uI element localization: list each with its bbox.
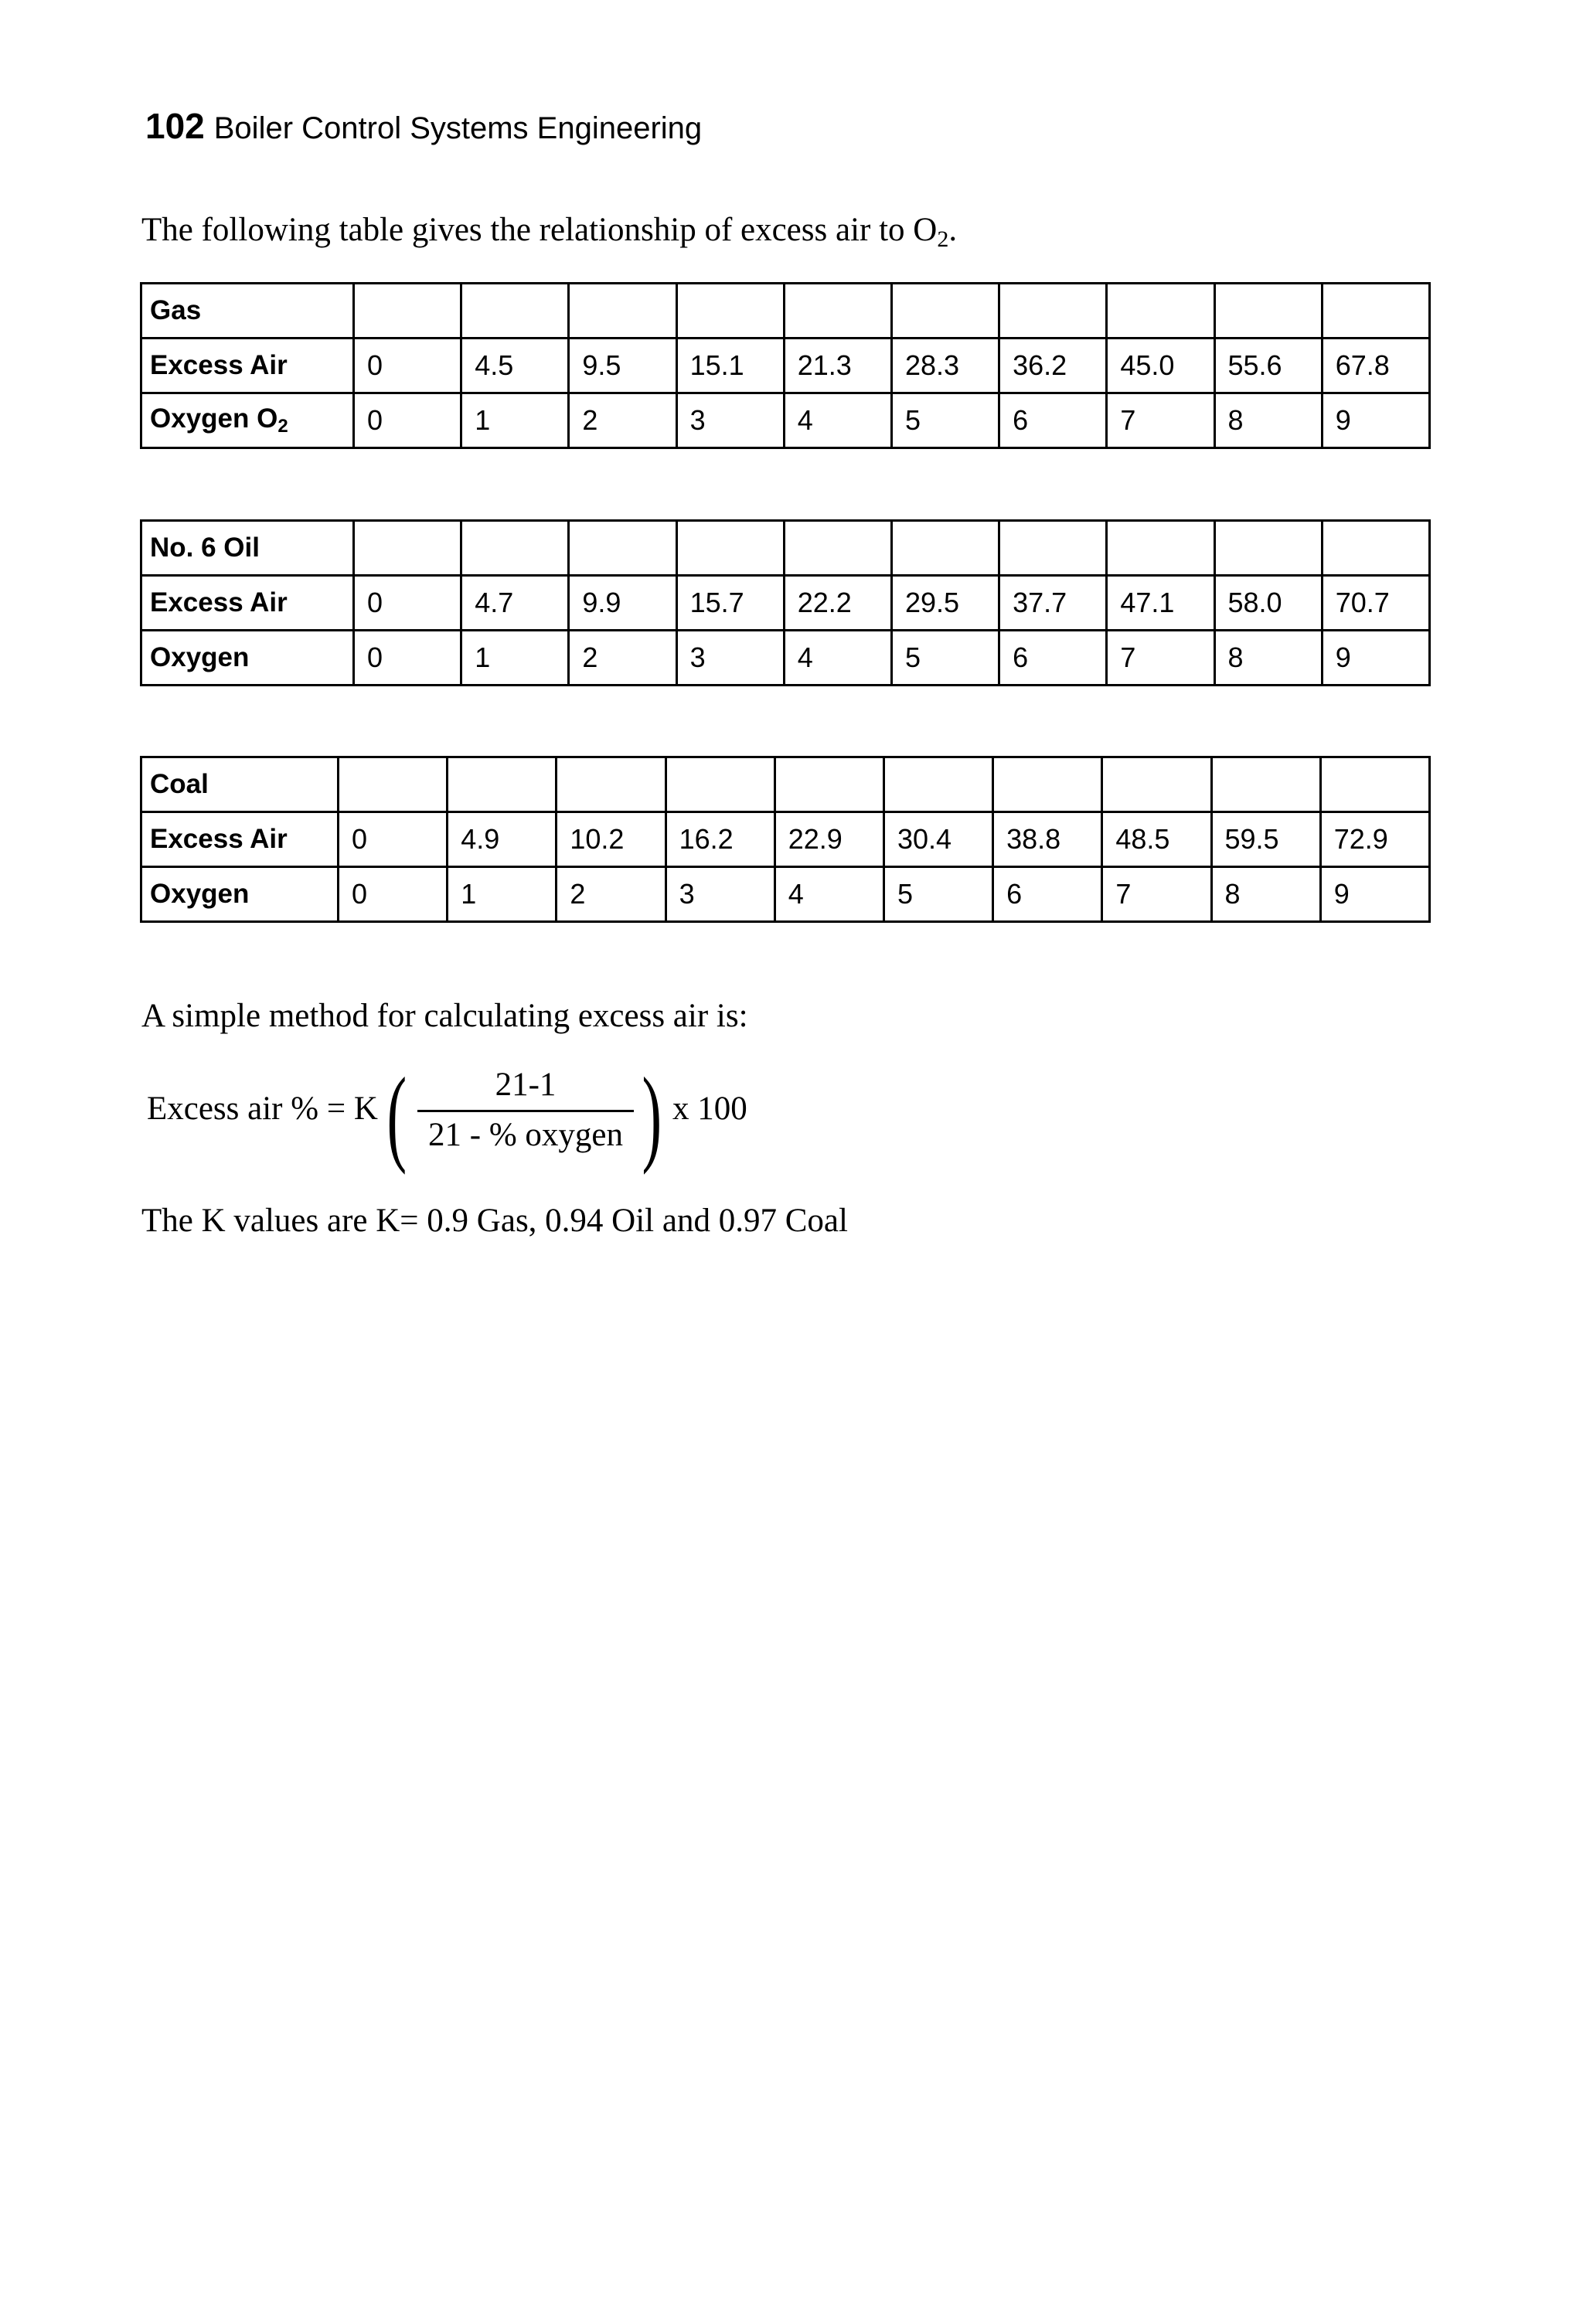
table-cell-empty (993, 757, 1102, 812)
table-cell-empty (1322, 284, 1429, 339)
row-label-oxygen: Oxygen (141, 631, 354, 686)
table-row-excess-air (141, 576, 1430, 631)
table-row-oxygen (141, 867, 1430, 922)
formula-denominator: 21 - % oxygen (428, 1117, 623, 1153)
oxygen-value: 4 (774, 867, 883, 922)
excess-air-value: 9.5 (569, 339, 676, 393)
excess-air-value: 55.6 (1214, 339, 1322, 393)
oxygen-value: 6 (993, 867, 1102, 922)
table-cell-empty (1322, 521, 1429, 576)
excess-air-value: 30.4 (883, 812, 992, 867)
oxygen-value: 3 (676, 393, 784, 448)
table-cell-empty (1214, 521, 1322, 576)
table-cell-empty (676, 284, 784, 339)
table-cell-empty (784, 521, 891, 576)
table-cell-empty (448, 757, 557, 812)
oxygen-value: 1 (448, 867, 557, 922)
row-label-oxygen: Oxygen (141, 867, 339, 922)
right-paren: ) (642, 1056, 662, 1176)
oxygen-value: 5 (883, 867, 992, 922)
excess-air-value: 37.7 (999, 576, 1107, 631)
oxygen-value: 3 (666, 867, 774, 922)
table-row-oxygen (141, 393, 1430, 448)
table-cell-empty (784, 284, 891, 339)
excess-air-value: 58.0 (1214, 576, 1322, 631)
oxygen-value: 0 (354, 631, 461, 686)
table-cell-empty (461, 521, 569, 576)
table-cell-empty (1102, 757, 1211, 812)
intro-text: The following table gives the relationship of excess air to O (141, 212, 938, 248)
table-cell-empty (1214, 284, 1322, 339)
oxygen-value: 1 (461, 631, 569, 686)
table-cell-empty (1107, 284, 1214, 339)
table-title-row (141, 284, 1430, 339)
excess-air-value: 15.1 (676, 339, 784, 393)
oxygen-value: 6 (999, 393, 1107, 448)
excess-air-value: 38.8 (993, 812, 1102, 867)
oxygen-value: 7 (1107, 631, 1214, 686)
table-cell-empty (1211, 757, 1320, 812)
excess-air-value: 70.7 (1322, 576, 1429, 631)
table-title-row (141, 757, 1430, 812)
table-cell-empty (1320, 757, 1429, 812)
formula-fraction (417, 1065, 634, 1155)
oxygen-value: 3 (676, 631, 784, 686)
table-title-row (141, 521, 1430, 576)
oxygen-value: 5 (891, 393, 999, 448)
excess-air-value: 45.0 (1107, 339, 1214, 393)
excess-air-value: 16.2 (666, 812, 774, 867)
oxygen-value: 9 (1320, 867, 1429, 922)
table-cell-empty (339, 757, 448, 812)
excess-air-value: 21.3 (784, 339, 891, 393)
oxygen-value: 8 (1214, 631, 1322, 686)
formula-numerator: 21-1 (495, 1067, 557, 1103)
oxygen-value: 0 (354, 393, 461, 448)
oxygen-value: 4 (784, 631, 891, 686)
intro-paragraph (141, 211, 957, 253)
table-cell-empty (1107, 521, 1214, 576)
oxygen-value: 8 (1211, 867, 1320, 922)
excess-air-value: 9.9 (569, 576, 676, 631)
row-label-oxygen: Oxygen $O_2$ (141, 393, 354, 448)
excess-air-value: 4.9 (448, 812, 557, 867)
table-cell-empty (557, 757, 666, 812)
k-values-paragraph: The K values are K= 0.9 Gas, 0.94 Oil and 0.97 Coal (141, 1203, 848, 1239)
oxygen-value: 7 (1102, 867, 1211, 922)
excess-air-value: 72.9 (1320, 812, 1429, 867)
formula-multiplier: x 100 (672, 1091, 747, 1127)
table-cell-empty (891, 284, 999, 339)
excess-air-value: 59.5 (1211, 812, 1320, 867)
oil-table (140, 519, 1431, 686)
intro-suffix: . (948, 212, 958, 248)
row-label-excess-air: Excess Air (141, 339, 354, 393)
fraction-bar (417, 1110, 634, 1112)
excess-air-value: 22.9 (774, 812, 883, 867)
oxygen-value: 7 (1107, 393, 1214, 448)
table-cell-empty (999, 521, 1107, 576)
page-number: 102 (145, 106, 205, 146)
excess-air-value: 4.7 (461, 576, 569, 631)
intro-subscript: 2 (937, 226, 949, 252)
table-row-excess-air (141, 812, 1430, 867)
excess-air-value: 29.5 (891, 576, 999, 631)
table-cell-empty (891, 521, 999, 576)
method-paragraph: A simple method for calculating excess air is: (141, 998, 748, 1034)
table-title: Gas (141, 284, 354, 339)
table-row-oxygen (141, 631, 1430, 686)
excess-air-value: 22.2 (784, 576, 891, 631)
coal-table (140, 756, 1431, 923)
table-title: Coal (141, 757, 339, 812)
excess-air-value: 0 (339, 812, 448, 867)
table-cell-empty (354, 521, 461, 576)
oxygen-value: 6 (999, 631, 1107, 686)
oxygen-value: 8 (1214, 393, 1322, 448)
excess-air-value: 10.2 (557, 812, 666, 867)
table-cell-empty (666, 757, 774, 812)
row-label-excess-air: Excess Air (141, 812, 339, 867)
oxygen-value: 5 (891, 631, 999, 686)
table-cell-empty (999, 284, 1107, 339)
oxygen-value: 9 (1322, 393, 1429, 448)
table-title: No. 6 Oil (141, 521, 354, 576)
oxygen-value: 9 (1322, 631, 1429, 686)
excess-air-value: 67.8 (1322, 339, 1429, 393)
table-cell-empty (569, 521, 676, 576)
oxygen-value: 2 (569, 631, 676, 686)
excess-air-value: 15.7 (676, 576, 784, 631)
formula-lhs: Excess air % = K (147, 1091, 378, 1127)
gas-table (140, 282, 1431, 449)
running-header (145, 105, 702, 147)
table-cell-empty (883, 757, 992, 812)
excess-air-value: 4.5 (461, 339, 569, 393)
oxygen-value: 2 (569, 393, 676, 448)
table-row-excess-air (141, 339, 1430, 393)
table-cell-empty (774, 757, 883, 812)
oxygen-value: 2 (557, 867, 666, 922)
excess-air-value: 0 (354, 339, 461, 393)
excess-air-value: 0 (354, 576, 461, 631)
excess-air-value: 28.3 (891, 339, 999, 393)
book-title: Boiler Control Systems Engineering (213, 111, 703, 145)
excess-air-value: 36.2 (999, 339, 1107, 393)
oxygen-value: 0 (339, 867, 448, 922)
table-cell-empty (569, 284, 676, 339)
table-cell-empty (461, 284, 569, 339)
left-paren: ( (386, 1056, 407, 1176)
excess-air-value: 48.5 (1102, 812, 1211, 867)
row-label-excess-air: Excess Air (141, 576, 354, 631)
oxygen-value: 1 (461, 393, 569, 448)
table-cell-empty (676, 521, 784, 576)
excess-air-value: 47.1 (1107, 576, 1214, 631)
oxygen-value: 4 (784, 393, 891, 448)
table-cell-empty (354, 284, 461, 339)
